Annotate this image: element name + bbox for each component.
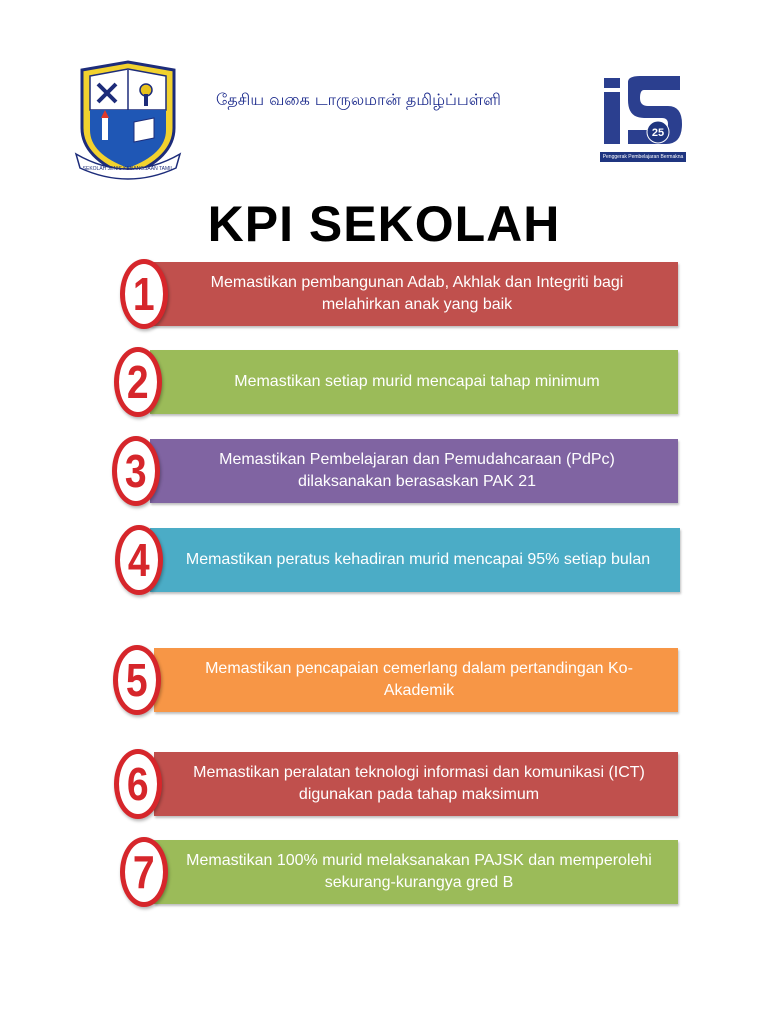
kpi-number: 3: [125, 445, 147, 497]
kpi-text: Memastikan 100% murid melaksanakan PAJSK dan memperolehi sekurang-kurangya gred B: [154, 840, 678, 904]
logo-25-number: 25: [651, 127, 665, 139]
kpi-number-badge: [114, 749, 162, 819]
kpi-number: 2: [127, 356, 149, 408]
kpi-number-badge: [112, 436, 160, 506]
kpi-text: Memastikan setiap murid mencapai tahap minimum: [150, 350, 678, 414]
kpi-number: 5: [126, 654, 148, 706]
kpi-number: 1: [133, 268, 155, 320]
kpi-text: Memastikan peratus kehadiran murid mencapai 95% setiap bulan: [150, 528, 680, 592]
kpi-text: Memastikan Pembelajaran dan Pemudahcaraan (PdPc) dilaksanakan berasaskan PAK 21: [150, 439, 678, 503]
kpi-number-badge: [114, 347, 162, 417]
kpi-number-badge: [120, 259, 168, 329]
kpi-number-badge: [115, 525, 163, 595]
kpi-text: Memastikan pencapaian cemerlang dalam pertandingan Ko-Akademik: [154, 648, 678, 712]
school-name: தேசிய வகை டாருலமான் தமிழ்ப்பள்ளி: [216, 90, 501, 109]
page-title: KPI SEKOLAH: [207, 196, 561, 252]
kpi-text: Memastikan pembangunan Adab, Akhlak dan Integriti bagi melahirkan anak yang baik: [150, 262, 678, 326]
kpi-number: 6: [127, 758, 149, 810]
crest-motto: SEKOLAH JENIS KEBANGSAAN TAMIL: [82, 166, 174, 172]
kpi-number: 4: [128, 534, 150, 586]
kpi-number-badge: [120, 837, 168, 907]
kpi-text: Memastikan peralatan teknologi informasi dan komunikasi (ICT) digunakan pada tahap maksimum: [154, 752, 678, 816]
kpi-number-badge: [113, 645, 161, 715]
kpi-number: 7: [133, 846, 155, 898]
logo-caption: Penggerak Pembelajaran Bermakna: [600, 152, 686, 162]
